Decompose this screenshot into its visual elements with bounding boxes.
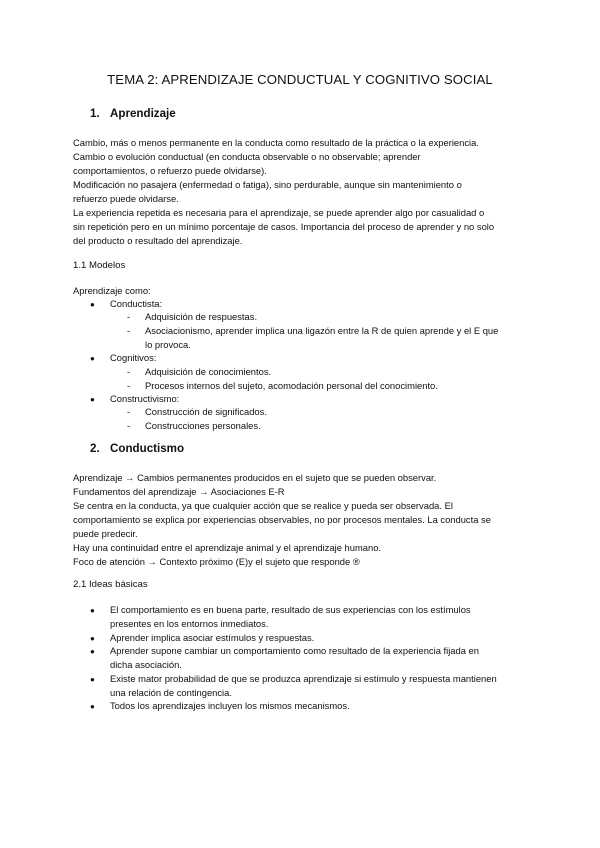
list-item: Aprender implica asociar estímulos y respuestas.	[110, 632, 315, 643]
paragraph-line: Aprendizaje → Cambios permanentes producidos en el sujeto que se pueden observar.	[73, 472, 437, 483]
paragraph-line: Hay una continuidad entre el aprendizaje animal y el aprendizaje humano.	[73, 542, 382, 553]
section-title: Conductismo	[110, 442, 185, 455]
paragraph-line: del producto o resultado del aprendizaje.	[73, 235, 243, 246]
bullet: ●	[90, 354, 95, 363]
bullet: ●	[90, 395, 95, 404]
list-item: El comportamiento es en buena parte, resultado de sus experiencias con los estímulos	[110, 604, 471, 615]
section-title: Aprendizaje	[110, 107, 176, 120]
bullet: ●	[90, 634, 95, 643]
sub-list-item: Adquisición de conocimientos.	[145, 366, 272, 377]
subsection-1-1-heading: 1.1 Modelos	[73, 260, 126, 271]
list-item: Aprender supone cambiar un comportamiento como resultado de la experiencia fijada en	[110, 645, 479, 656]
sub-list-item: Procesos internos del sujeto, acomodación personal del conocimiento.	[145, 380, 438, 391]
dash: -	[127, 420, 131, 431]
bullet: ●	[90, 675, 95, 684]
list-item: Conductista:	[110, 298, 163, 309]
paragraph-line: puede predecir.	[73, 528, 138, 539]
list-item: Existe mator probabilidad de que se produzca aprendizaje si estímulo y respuesta mantienen	[110, 673, 497, 684]
paragraph-line: Foco de atención → Contexto próximo (E)y el sujeto que responde ®	[73, 556, 360, 567]
dash: -	[127, 366, 131, 377]
list-item: Cognitivos:	[110, 352, 157, 363]
list-item-continued: dicha asociación.	[110, 659, 182, 670]
bullet: ●	[90, 300, 95, 309]
paragraph-line: sin repetición pero en un mínimo porcentaje de casos. Importancia del proceso de aprender y no solo	[73, 221, 495, 232]
bullet: ●	[90, 606, 95, 615]
paragraph-line: Cambio, más o menos permanente en la conducta como resultado de la práctica o la experiencia.	[73, 137, 479, 148]
list-item: Todos los aprendizajes incluyen los mismos mecanismos.	[110, 700, 350, 711]
paragraph-line: comportamientos, o refuerzo puede olvidarse).	[73, 165, 267, 176]
dash: -	[127, 406, 131, 417]
paragraph-line: Fundamentos del aprendizaje → Asociaciones E-R	[73, 486, 285, 497]
document-title: TEMA 2: APRENDIZAJE CONDUCTUAL Y COGNITIVO SOCIAL	[107, 72, 493, 87]
list-intro: Aprendizaje como:	[73, 285, 151, 296]
paragraph-line: Se centra en la conducta, ya que cualquier acción que se realice y pueda ser observada. El	[73, 500, 453, 511]
dash: -	[127, 311, 131, 322]
paragraph-line: comportamiento se explica por experiencias observables, no por procesos mentales. La conducta se	[73, 514, 491, 525]
sub-list-item: Construcción de significados.	[145, 406, 267, 417]
sub-list-item: Adquisición de respuestas.	[145, 311, 258, 322]
list-item-continued: una relación de contingencia.	[110, 687, 232, 698]
subsection-2-1-heading: 2.1 Ideas básicas	[73, 579, 148, 590]
list-item: Constructivismo:	[110, 393, 180, 404]
list-item-continued: presentes en los entornos inmediatos.	[110, 618, 269, 629]
bullet: ●	[90, 647, 95, 656]
section-number: 1.	[90, 107, 100, 120]
dash: -	[127, 325, 131, 336]
paragraph-line: La experiencia repetida es necesaria para el aprendizaje, se puede aprender algo por casualidad o	[73, 207, 485, 218]
paragraph-line: Modificación no pasajera (enfermedad o fatiga), sino perdurable, aunque sin mantenimiento o	[73, 179, 462, 190]
bullet: ●	[90, 702, 95, 711]
dash: -	[127, 380, 131, 391]
sub-list-item: lo provoca.	[145, 339, 191, 350]
paragraph-line: Cambio o evolución conductual (en conducta observable o no observable; aprender	[73, 151, 421, 162]
paragraph-line: refuerzo puede olvidarse.	[73, 193, 179, 204]
section-number: 2.	[90, 442, 100, 455]
sub-list-item: Construcciones personales.	[145, 420, 261, 431]
sub-list-item: Asociacionismo, aprender implica una ligazón entre la R de quien aprende y el E que	[145, 325, 499, 336]
